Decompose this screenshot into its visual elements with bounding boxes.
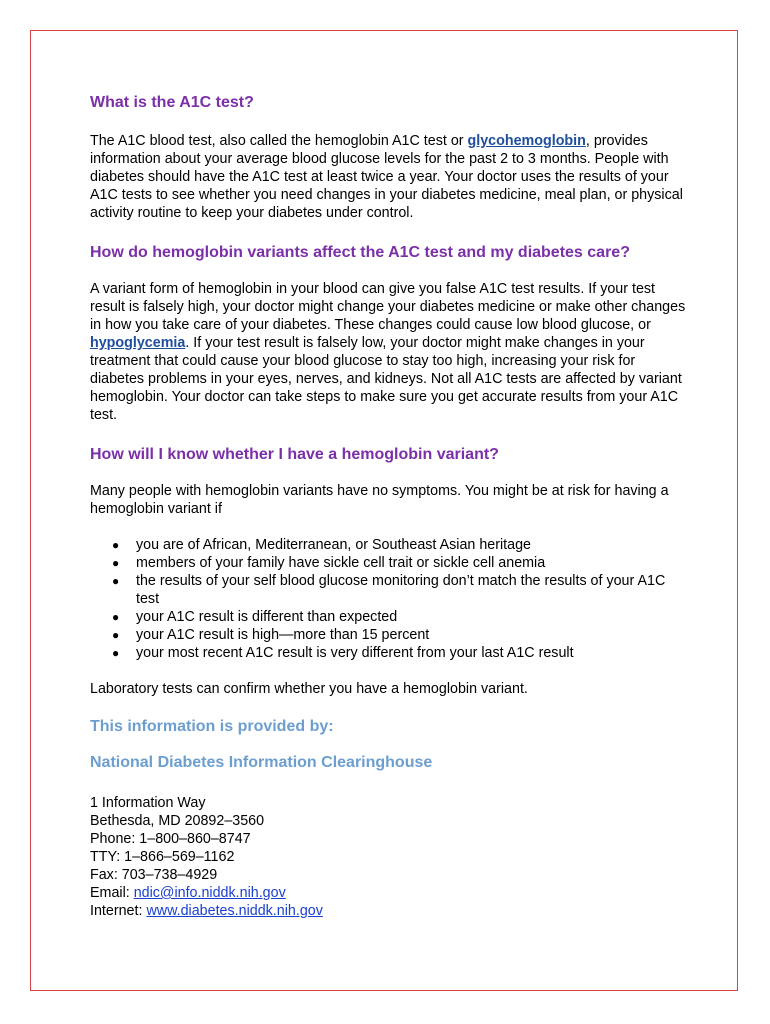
phone-line: Phone: 1–800–860–8747 xyxy=(90,831,251,847)
paragraph-lab-tests: Laboratory tests can confirm whether you have a hemoglobin variant. xyxy=(90,681,528,697)
bullet-icon: ● xyxy=(112,574,120,588)
internet-line xyxy=(90,902,690,920)
risk-factor-list xyxy=(90,536,690,662)
text-fragment: The A1C blood test, also called the hemoglobin A1C test or xyxy=(90,133,468,149)
list-item-text: your most recent A1C result is very different from your last A1C result xyxy=(136,645,574,661)
internet-label: Internet: xyxy=(90,903,147,919)
list-item xyxy=(90,644,690,662)
list-item-text: members of your family have sickle cell trait or sickle cell anemia xyxy=(136,555,546,571)
link-glycohemoglobin[interactable]: glycohemoglobin xyxy=(467,133,586,149)
text-fragment: , provides information about your average blood glucose levels for the past 2 to 3 months. People with diabetes should have the A1C test at least twice a year. Your doctor uses the results of your A1C tests to see whether you need changes in your diabetes medicine, meal plan, or physical activity routine to keep your diabetes under control. xyxy=(90,133,683,221)
list-item xyxy=(90,554,690,572)
email-label: Email: xyxy=(90,885,134,901)
heading-provided-by: This information is provided by: xyxy=(90,718,334,735)
address-line-1: 1 Information Way xyxy=(90,795,206,811)
bullet-icon: ● xyxy=(112,538,120,552)
list-item xyxy=(90,626,690,644)
address-line-2: Bethesda, MD 20892–3560 xyxy=(90,813,265,829)
text-fragment: A variant form of hemoglobin in your blood can give you false A1C test results. If your test result is falsely high, your doctor might change your diabetes medicine or make other changes in how you take care of your diabetes. These changes could cause low blood glucose, or xyxy=(90,281,686,333)
paragraph-variants xyxy=(90,280,690,424)
heading-how-will-i-know: How will I know whether I have a hemoglobin variant? xyxy=(90,446,499,463)
link-hypoglycemia[interactable]: hypoglycemia xyxy=(90,335,186,351)
list-item xyxy=(90,536,690,554)
contact-block xyxy=(90,794,690,920)
list-item-text: your A1C result is high—more than 15 percent xyxy=(136,627,430,643)
heading-what-is-a1c: What is the A1C test? xyxy=(90,94,254,111)
paragraph-a1c-intro xyxy=(90,132,690,222)
tty-line: TTY: 1–866–569–1162 xyxy=(90,849,235,865)
bullet-icon: ● xyxy=(112,646,120,660)
text-fragment: . If your test result is falsely low, your doctor might make changes in your treatment that could cause your blood glucose to stay too high, increasing your risk for diabetes problems in your eyes, nerves, and kidneys. Not all A1C tests are affected by variant hemoglobin. Your doctor can take steps to make sure you get accurate results from your A1C test. xyxy=(90,335,682,423)
heading-hemoglobin-variants: How do hemoglobin variants affect the A1C test and my diabetes care? xyxy=(90,244,630,261)
website-link[interactable]: www.diabetes.niddk.nih.gov xyxy=(146,903,323,919)
email-line xyxy=(90,884,690,902)
fax-line: Fax: 703–738–4929 xyxy=(90,867,218,883)
bullet-icon: ● xyxy=(112,628,120,642)
list-item-text: your A1C result is different than expected xyxy=(136,609,398,625)
paragraph-symptoms-intro: Many people with hemoglobin variants have no symptoms. You might be at risk for having a hemoglobin variant if xyxy=(90,483,669,517)
list-item xyxy=(90,608,690,626)
bullet-icon: ● xyxy=(112,610,120,624)
list-item-text: you are of African, Mediterranean, or Southeast Asian heritage xyxy=(136,537,531,553)
bullet-icon: ● xyxy=(112,556,120,570)
document-body xyxy=(90,92,690,920)
list-item xyxy=(90,572,690,608)
list-item-text: the results of your self blood glucose monitoring don’t match the results of your A1C test xyxy=(136,573,666,607)
email-link[interactable]: ndic@info.niddk.nih.gov xyxy=(133,885,286,901)
heading-organization: National Diabetes Information Clearinghouse xyxy=(90,754,433,771)
